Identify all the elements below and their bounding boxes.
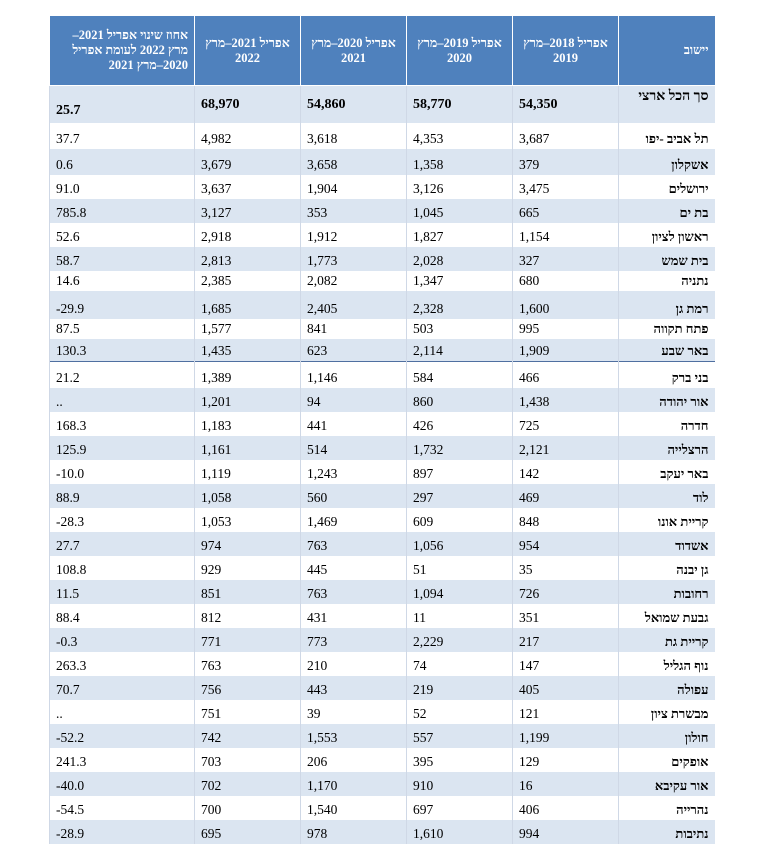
table-row xyxy=(50,820,715,844)
value-2019-2020: 51 xyxy=(407,556,513,580)
value-2019-2020: 2,114 xyxy=(407,339,513,362)
percent-change: 168.3 xyxy=(50,412,195,436)
value-2020-2021: 560 xyxy=(301,484,407,508)
settlement-name: תל אביב -יפו xyxy=(619,123,715,149)
value-2021-2022: 3,127 xyxy=(195,199,301,223)
table-row xyxy=(50,796,715,820)
value-2021-2022: 2,385 xyxy=(195,271,301,291)
settlement-name: רחובות xyxy=(619,580,715,604)
table-row xyxy=(50,436,715,460)
header-2019-2020: אפריל 2019–מרץ 2020 xyxy=(407,16,513,86)
value-2019-2020: 503 xyxy=(407,319,513,339)
value-2021-2022: 1,119 xyxy=(195,460,301,484)
table-row xyxy=(50,772,715,796)
value-2021-2022: 1,183 xyxy=(195,412,301,436)
percent-change: 130.3 xyxy=(50,339,195,362)
value-2019-2020: 1,347 xyxy=(407,271,513,291)
value-2020-2021: 1,243 xyxy=(301,460,407,484)
percent-change: .. xyxy=(50,388,195,412)
value-2021-2022: 1,058 xyxy=(195,484,301,508)
value-2019-2020: 1,056 xyxy=(407,532,513,556)
settlement-name: נהרייה xyxy=(619,796,715,820)
header-2021-2022: אפריל 2021–מרץ 2022 xyxy=(195,16,301,86)
total-2018-2019: 54,350 xyxy=(513,86,619,124)
header-2020-2021: אפריל 2020–מרץ 2021 xyxy=(301,16,407,86)
table-row xyxy=(50,223,715,247)
value-2018-2019: 327 xyxy=(513,247,619,271)
value-2019-2020: 1,732 xyxy=(407,436,513,460)
percent-change: 21.2 xyxy=(50,362,195,389)
value-2021-2022: 812 xyxy=(195,604,301,628)
value-2018-2019: 1,909 xyxy=(513,339,619,362)
table-row xyxy=(50,247,715,271)
value-2020-2021: 1,146 xyxy=(301,362,407,389)
table-row xyxy=(50,724,715,748)
table-row xyxy=(50,580,715,604)
percent-change: 91.0 xyxy=(50,175,195,199)
settlements-table xyxy=(49,16,715,844)
total-2019-2020: 58,770 xyxy=(407,86,513,124)
percent-change: 87.5 xyxy=(50,319,195,339)
percent-change: .. xyxy=(50,700,195,724)
percent-change: 11.5 xyxy=(50,580,195,604)
value-2021-2022: 1,389 xyxy=(195,362,301,389)
percent-change: 108.8 xyxy=(50,556,195,580)
value-2019-2020: 4,353 xyxy=(407,123,513,149)
value-2020-2021: 1,912 xyxy=(301,223,407,247)
table-header-row xyxy=(50,16,715,86)
total-2021-2022: 68,970 xyxy=(195,86,301,124)
value-2018-2019: 848 xyxy=(513,508,619,532)
value-2018-2019: 665 xyxy=(513,199,619,223)
table-row xyxy=(50,652,715,676)
value-2018-2019: 954 xyxy=(513,532,619,556)
percent-change: 52.6 xyxy=(50,223,195,247)
total-label: סך הכל ארצי xyxy=(619,86,715,124)
value-2019-2020: 584 xyxy=(407,362,513,389)
value-2021-2022: 1,577 xyxy=(195,319,301,339)
value-2019-2020: 1,094 xyxy=(407,580,513,604)
value-2018-2019: 1,600 xyxy=(513,291,619,319)
percent-change: 88.4 xyxy=(50,604,195,628)
percent-change: 0.3- xyxy=(50,628,195,652)
value-2020-2021: 431 xyxy=(301,604,407,628)
value-2021-2022: 695 xyxy=(195,820,301,844)
value-2019-2020: 297 xyxy=(407,484,513,508)
value-2018-2019: 466 xyxy=(513,362,619,389)
value-2021-2022: 771 xyxy=(195,628,301,652)
table-row xyxy=(50,319,715,339)
header-settlement: יישוב xyxy=(619,16,715,86)
table-body xyxy=(50,86,715,845)
value-2021-2022: 756 xyxy=(195,676,301,700)
value-2019-2020: 860 xyxy=(407,388,513,412)
value-2018-2019: 406 xyxy=(513,796,619,820)
value-2021-2022: 1,161 xyxy=(195,436,301,460)
table-row xyxy=(50,700,715,724)
total-2020-2021: 54,860 xyxy=(301,86,407,124)
value-2020-2021: 2,405 xyxy=(301,291,407,319)
value-2019-2020: 219 xyxy=(407,676,513,700)
percent-change: 88.9 xyxy=(50,484,195,508)
settlement-name: אשקלון xyxy=(619,149,715,175)
value-2018-2019: 121 xyxy=(513,700,619,724)
value-2019-2020: 2,328 xyxy=(407,291,513,319)
percent-change: 58.7 xyxy=(50,247,195,271)
value-2021-2022: 702 xyxy=(195,772,301,796)
table-row xyxy=(50,149,715,175)
table-row xyxy=(50,175,715,199)
value-2021-2022: 3,637 xyxy=(195,175,301,199)
settlement-name: חדרה xyxy=(619,412,715,436)
settlement-name: מבשרת ציון xyxy=(619,700,715,724)
percent-change: 54.5- xyxy=(50,796,195,820)
table-row xyxy=(50,556,715,580)
value-2019-2020: 52 xyxy=(407,700,513,724)
value-2018-2019: 405 xyxy=(513,676,619,700)
percent-change: 125.9 xyxy=(50,436,195,460)
table-row xyxy=(50,460,715,484)
value-2019-2020: 1,045 xyxy=(407,199,513,223)
value-2020-2021: 3,658 xyxy=(301,149,407,175)
value-2018-2019: 35 xyxy=(513,556,619,580)
value-2020-2021: 763 xyxy=(301,580,407,604)
settlement-name: נוף הגליל xyxy=(619,652,715,676)
settlement-name: רמת גן xyxy=(619,291,715,319)
settlement-name: חולון xyxy=(619,724,715,748)
settlement-name: גבעת שמואל xyxy=(619,604,715,628)
percent-change: 241.3 xyxy=(50,748,195,772)
percent-change: 28.3- xyxy=(50,508,195,532)
value-2020-2021: 39 xyxy=(301,700,407,724)
value-2021-2022: 763 xyxy=(195,652,301,676)
table-row xyxy=(50,123,715,149)
value-2018-2019: 3,687 xyxy=(513,123,619,149)
value-2020-2021: 1,469 xyxy=(301,508,407,532)
value-2018-2019: 16 xyxy=(513,772,619,796)
header-percent-change: אחוז שינוי אפריל 2021–מרץ 2022 לעומת אפריל 2020–מרץ 2021 xyxy=(50,16,195,86)
settlement-name: ירושלים xyxy=(619,175,715,199)
percent-change: 40.0- xyxy=(50,772,195,796)
value-2021-2022: 1,435 xyxy=(195,339,301,362)
value-2021-2022: 751 xyxy=(195,700,301,724)
settlement-name: באר שבע xyxy=(619,339,715,362)
value-2019-2020: 395 xyxy=(407,748,513,772)
settlement-name: גן יבנה xyxy=(619,556,715,580)
value-2018-2019: 680 xyxy=(513,271,619,291)
percent-change: 10.0- xyxy=(50,460,195,484)
settlement-name: לוד xyxy=(619,484,715,508)
value-2021-2022: 2,813 xyxy=(195,247,301,271)
table-row xyxy=(50,604,715,628)
value-2019-2020: 910 xyxy=(407,772,513,796)
settlement-name: קריית גת xyxy=(619,628,715,652)
settlement-name: באר יעקב xyxy=(619,460,715,484)
value-2018-2019: 129 xyxy=(513,748,619,772)
settlement-name: אור יהודה xyxy=(619,388,715,412)
value-2019-2020: 1,827 xyxy=(407,223,513,247)
settlement-name: בת ים xyxy=(619,199,715,223)
value-2018-2019: 379 xyxy=(513,149,619,175)
table-row xyxy=(50,484,715,508)
value-2018-2019: 994 xyxy=(513,820,619,844)
value-2021-2022: 851 xyxy=(195,580,301,604)
value-2021-2022: 700 xyxy=(195,796,301,820)
table-row xyxy=(50,508,715,532)
value-2018-2019: 469 xyxy=(513,484,619,508)
percent-change: 37.7 xyxy=(50,123,195,149)
value-2019-2020: 3,126 xyxy=(407,175,513,199)
value-2019-2020: 1,610 xyxy=(407,820,513,844)
table-row xyxy=(50,676,715,700)
value-2018-2019: 147 xyxy=(513,652,619,676)
value-2020-2021: 443 xyxy=(301,676,407,700)
value-2020-2021: 978 xyxy=(301,820,407,844)
value-2019-2020: 897 xyxy=(407,460,513,484)
value-2021-2022: 2,918 xyxy=(195,223,301,247)
value-2018-2019: 725 xyxy=(513,412,619,436)
table-row xyxy=(50,748,715,772)
value-2021-2022: 1,685 xyxy=(195,291,301,319)
value-2018-2019: 217 xyxy=(513,628,619,652)
value-2020-2021: 2,082 xyxy=(301,271,407,291)
settlement-name: בני ברק xyxy=(619,362,715,389)
settlement-name: פתח תקווה xyxy=(619,319,715,339)
value-2019-2020: 11 xyxy=(407,604,513,628)
percent-change: 0.6 xyxy=(50,149,195,175)
table-row xyxy=(50,271,715,291)
value-2020-2021: 773 xyxy=(301,628,407,652)
percent-change: 14.6 xyxy=(50,271,195,291)
settlement-name: הרצלייה xyxy=(619,436,715,460)
value-2020-2021: 763 xyxy=(301,532,407,556)
value-2019-2020: 609 xyxy=(407,508,513,532)
value-2021-2022: 703 xyxy=(195,748,301,772)
value-2019-2020: 2,028 xyxy=(407,247,513,271)
value-2020-2021: 1,553 xyxy=(301,724,407,748)
table-row xyxy=(50,291,715,319)
percent-change: 28.9- xyxy=(50,820,195,844)
value-2020-2021: 353 xyxy=(301,199,407,223)
settlement-name: אשדוד xyxy=(619,532,715,556)
table-row xyxy=(50,339,715,362)
table-row xyxy=(50,628,715,652)
value-2020-2021: 841 xyxy=(301,319,407,339)
settlement-name: נתניה xyxy=(619,271,715,291)
value-2020-2021: 623 xyxy=(301,339,407,362)
value-2019-2020: 74 xyxy=(407,652,513,676)
percent-change: 29.9- xyxy=(50,291,195,319)
value-2021-2022: 974 xyxy=(195,532,301,556)
value-2020-2021: 441 xyxy=(301,412,407,436)
value-2019-2020: 2,229 xyxy=(407,628,513,652)
total-percent-change: 25.7 xyxy=(50,86,195,124)
value-2021-2022: 1,053 xyxy=(195,508,301,532)
settlement-name: אור עקיבא xyxy=(619,772,715,796)
settlement-name: עפולה xyxy=(619,676,715,700)
settlement-name: נתיבות xyxy=(619,820,715,844)
percent-change: 70.7 xyxy=(50,676,195,700)
value-2019-2020: 426 xyxy=(407,412,513,436)
value-2018-2019: 351 xyxy=(513,604,619,628)
value-2021-2022: 4,982 xyxy=(195,123,301,149)
value-2021-2022: 742 xyxy=(195,724,301,748)
value-2020-2021: 94 xyxy=(301,388,407,412)
percent-change: 263.3 xyxy=(50,652,195,676)
value-2018-2019: 1,154 xyxy=(513,223,619,247)
value-2019-2020: 697 xyxy=(407,796,513,820)
value-2018-2019: 1,438 xyxy=(513,388,619,412)
table-row xyxy=(50,362,715,389)
value-2020-2021: 445 xyxy=(301,556,407,580)
settlement-name: אופקים xyxy=(619,748,715,772)
settlement-name: קריית אונו xyxy=(619,508,715,532)
value-2019-2020: 1,358 xyxy=(407,149,513,175)
value-2020-2021: 210 xyxy=(301,652,407,676)
value-2018-2019: 142 xyxy=(513,460,619,484)
value-2020-2021: 206 xyxy=(301,748,407,772)
table-row xyxy=(50,412,715,436)
table-row xyxy=(50,388,715,412)
value-2021-2022: 3,679 xyxy=(195,149,301,175)
settlement-name: בית שמש xyxy=(619,247,715,271)
table-row xyxy=(50,199,715,223)
value-2018-2019: 3,475 xyxy=(513,175,619,199)
header-2018-2019: אפריל 2018–מרץ 2019 xyxy=(513,16,619,86)
value-2019-2020: 557 xyxy=(407,724,513,748)
percent-change: 785.8 xyxy=(50,199,195,223)
value-2018-2019: 1,199 xyxy=(513,724,619,748)
value-2020-2021: 1,540 xyxy=(301,796,407,820)
settlement-name: ראשון לציון xyxy=(619,223,715,247)
value-2018-2019: 995 xyxy=(513,319,619,339)
value-2020-2021: 1,170 xyxy=(301,772,407,796)
value-2018-2019: 726 xyxy=(513,580,619,604)
value-2020-2021: 3,618 xyxy=(301,123,407,149)
value-2020-2021: 1,904 xyxy=(301,175,407,199)
value-2021-2022: 1,201 xyxy=(195,388,301,412)
table-row xyxy=(50,532,715,556)
national-total-row xyxy=(50,86,715,124)
percent-change: 27.7 xyxy=(50,532,195,556)
value-2018-2019: 2,121 xyxy=(513,436,619,460)
percent-change: 52.2- xyxy=(50,724,195,748)
value-2020-2021: 514 xyxy=(301,436,407,460)
value-2020-2021: 1,773 xyxy=(301,247,407,271)
value-2021-2022: 929 xyxy=(195,556,301,580)
